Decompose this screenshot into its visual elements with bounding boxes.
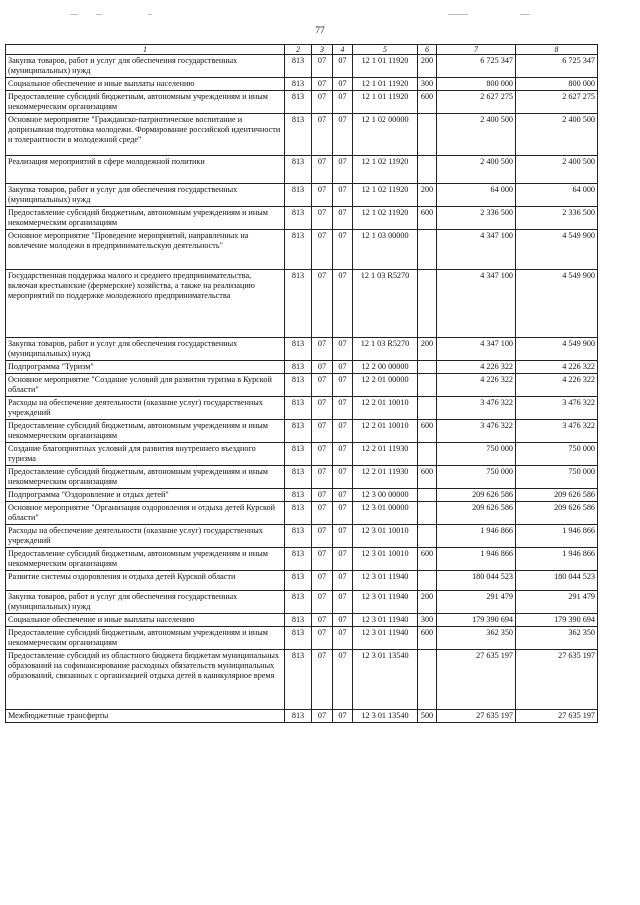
- table-row: [6, 466, 598, 489]
- row-value-cell: 179 390 694: [437, 614, 516, 627]
- row-value-cell: 12 1 01 11920: [353, 55, 418, 78]
- row-value-cell: 2 400 500: [516, 114, 598, 156]
- row-name-cell: Предоставление субсидий бюджетным, автономным учреждениям и иным некоммерческим организациям: [6, 548, 285, 571]
- row-name-cell: Предоставление субсидий бюджетным, автономным учреждениям и иным некоммерческим организациям: [6, 420, 285, 443]
- row-value-cell: 07: [312, 710, 333, 723]
- row-value-cell: 4 347 100: [437, 338, 516, 361]
- row-name-cell: Создание благоприятных условий для развития внутреннего въездного туризма: [6, 443, 285, 466]
- header-cell: 6: [418, 45, 437, 55]
- row-name-cell: Закупка товаров, работ и услуг для обеспечения государственных (муниципальных) нужд: [6, 338, 285, 361]
- scan-artifact: [96, 14, 102, 15]
- row-name-cell: Закупка товаров, работ и услуг для обеспечения государственных (муниципальных) нужд: [6, 55, 285, 78]
- row-value-cell: [418, 270, 437, 338]
- row-value-cell: 12 3 01 00000: [353, 502, 418, 525]
- row-name-cell: Основное мероприятие "Проведение мероприятий, направленных на вовлечение молодежи в предпринимательскую деятельность": [6, 230, 285, 270]
- row-value-cell: 12 2 01 10010: [353, 420, 418, 443]
- row-value-cell: 07: [312, 338, 333, 361]
- row-value-cell: 200: [418, 591, 437, 614]
- row-value-cell: 07: [333, 571, 353, 591]
- row-value-cell: 4 226 322: [437, 361, 516, 374]
- row-value-cell: 4 549 900: [516, 270, 598, 338]
- row-value-cell: 27 635 197: [437, 710, 516, 723]
- row-value-cell: 27 635 197: [437, 650, 516, 710]
- table-row: [6, 502, 598, 525]
- row-name-cell: Закупка товаров, работ и услуг для обеспечения государственных (муниципальных) нужд: [6, 184, 285, 207]
- row-value-cell: 600: [418, 91, 437, 114]
- row-name-cell: Предоставление субсидий бюджетным, автономным учреждениям и иным некоммерческим организациям: [6, 627, 285, 650]
- table-row: [6, 397, 598, 420]
- row-value-cell: 813: [285, 443, 312, 466]
- row-value-cell: 07: [312, 443, 333, 466]
- header-cell: 7: [437, 45, 516, 55]
- row-value-cell: 180 044 523: [437, 571, 516, 591]
- row-value-cell: 200: [418, 184, 437, 207]
- table-row: [6, 710, 598, 723]
- row-value-cell: 64 000: [437, 184, 516, 207]
- row-value-cell: 07: [312, 114, 333, 156]
- row-value-cell: 750 000: [516, 466, 598, 489]
- row-value-cell: 12 2 01 10010: [353, 397, 418, 420]
- row-value-cell: 07: [312, 55, 333, 78]
- row-value-cell: 2 400 500: [437, 156, 516, 184]
- row-value-cell: 27 635 197: [516, 650, 598, 710]
- table-row: [6, 525, 598, 548]
- row-value-cell: 813: [285, 650, 312, 710]
- table-row: [6, 374, 598, 397]
- row-value-cell: 07: [333, 270, 353, 338]
- row-value-cell: 813: [285, 420, 312, 443]
- row-value-cell: 12 2 01 11930: [353, 466, 418, 489]
- row-value-cell: 07: [312, 525, 333, 548]
- row-name-cell: Реализация мероприятий в сфере молодежной политики: [6, 156, 285, 184]
- row-value-cell: 07: [333, 466, 353, 489]
- table-row: [6, 361, 598, 374]
- row-value-cell: 07: [312, 420, 333, 443]
- row-value-cell: 07: [312, 591, 333, 614]
- row-value-cell: 4 549 900: [516, 338, 598, 361]
- row-value-cell: 07: [312, 230, 333, 270]
- table-row: [6, 114, 598, 156]
- row-value-cell: 813: [285, 571, 312, 591]
- row-value-cell: 500: [418, 710, 437, 723]
- row-value-cell: 07: [312, 207, 333, 230]
- table-row: [6, 184, 598, 207]
- row-value-cell: 4 347 100: [437, 230, 516, 270]
- row-value-cell: 291 479: [437, 591, 516, 614]
- row-value-cell: 209 626 586: [516, 489, 598, 502]
- row-value-cell: 800 000: [437, 78, 516, 91]
- row-value-cell: 07: [333, 397, 353, 420]
- table-body: [6, 55, 598, 723]
- table-row: [6, 548, 598, 571]
- table-row: [6, 614, 598, 627]
- row-value-cell: [418, 650, 437, 710]
- row-value-cell: 2 400 500: [437, 114, 516, 156]
- row-value-cell: 07: [333, 420, 353, 443]
- row-value-cell: 07: [312, 184, 333, 207]
- row-value-cell: 64 000: [516, 184, 598, 207]
- row-value-cell: 12 3 01 11940: [353, 627, 418, 650]
- row-value-cell: 07: [312, 571, 333, 591]
- row-value-cell: [418, 489, 437, 502]
- row-value-cell: 07: [333, 443, 353, 466]
- row-value-cell: 200: [418, 55, 437, 78]
- row-value-cell: 07: [333, 710, 353, 723]
- row-value-cell: 07: [312, 270, 333, 338]
- row-name-cell: Государственная поддержка малого и среднего предпринимательства, включая крестьянские (фермерские) хозяйства, а также на реализацию мероприятий по поддержке молодежного предпринимательства: [6, 270, 285, 338]
- row-value-cell: 07: [312, 78, 333, 91]
- row-value-cell: 813: [285, 489, 312, 502]
- row-value-cell: 12 1 02 11920: [353, 156, 418, 184]
- row-name-cell: Предоставление субсидий из областного бюджета бюджетам муниципальных образований на софинансирование расходных обязательств муниципальных образований, связанных с организацией отдыха детей в каникулярное время: [6, 650, 285, 710]
- row-value-cell: 600: [418, 627, 437, 650]
- table-row: [6, 230, 598, 270]
- table-row: [6, 156, 598, 184]
- row-value-cell: 07: [333, 591, 353, 614]
- row-value-cell: 07: [333, 156, 353, 184]
- row-name-cell: Предоставление субсидий бюджетным, автономным учреждениям и иным некоммерческим организациям: [6, 466, 285, 489]
- row-value-cell: 800 000: [516, 78, 598, 91]
- row-value-cell: 12 1 03 00000: [353, 230, 418, 270]
- table-row: [6, 338, 598, 361]
- scan-artifact: [70, 14, 78, 15]
- row-value-cell: 12 3 01 10010: [353, 525, 418, 548]
- row-value-cell: 813: [285, 230, 312, 270]
- row-value-cell: 07: [333, 502, 353, 525]
- row-value-cell: 813: [285, 466, 312, 489]
- row-value-cell: 07: [312, 374, 333, 397]
- row-value-cell: 813: [285, 502, 312, 525]
- row-name-cell: Социальное обеспечение и иные выплаты населению: [6, 614, 285, 627]
- row-value-cell: 12 2 00 00000: [353, 361, 418, 374]
- row-value-cell: [418, 230, 437, 270]
- row-value-cell: 12 3 01 11940: [353, 571, 418, 591]
- row-value-cell: 813: [285, 207, 312, 230]
- row-value-cell: [418, 502, 437, 525]
- row-value-cell: 2 627 275: [437, 91, 516, 114]
- row-name-cell: Основное мероприятие "Организация оздоровления и отдыха детей Курской области": [6, 502, 285, 525]
- row-value-cell: 07: [312, 502, 333, 525]
- header-cell: 3: [312, 45, 333, 55]
- row-value-cell: 813: [285, 338, 312, 361]
- row-value-cell: 07: [312, 91, 333, 114]
- row-value-cell: 4 549 900: [516, 230, 598, 270]
- row-value-cell: 12 1 01 11920: [353, 91, 418, 114]
- page-number: 77: [315, 26, 325, 36]
- row-value-cell: [418, 571, 437, 591]
- row-name-cell: Основное мероприятие "Гражданско-патриотическое воспитание и допризывная подготовка молодежи. Формирование российской идентичности и толерантности в молодежной среде": [6, 114, 285, 156]
- row-value-cell: 291 479: [516, 591, 598, 614]
- row-value-cell: 813: [285, 710, 312, 723]
- row-value-cell: 813: [285, 184, 312, 207]
- table-row: [6, 443, 598, 466]
- row-value-cell: 2 336 500: [437, 207, 516, 230]
- row-value-cell: [418, 374, 437, 397]
- row-value-cell: [418, 443, 437, 466]
- row-value-cell: 07: [333, 374, 353, 397]
- row-value-cell: 12 3 01 13540: [353, 650, 418, 710]
- row-value-cell: 07: [312, 156, 333, 184]
- row-value-cell: 750 000: [437, 466, 516, 489]
- row-value-cell: 813: [285, 114, 312, 156]
- row-value-cell: 07: [312, 650, 333, 710]
- table-header-row: [6, 45, 598, 55]
- row-value-cell: 209 626 586: [516, 502, 598, 525]
- scan-artifact: [148, 14, 152, 15]
- row-value-cell: 813: [285, 548, 312, 571]
- table-row: [6, 591, 598, 614]
- row-value-cell: 07: [333, 207, 353, 230]
- row-value-cell: 200: [418, 338, 437, 361]
- row-value-cell: 12 1 02 11920: [353, 184, 418, 207]
- row-value-cell: 813: [285, 591, 312, 614]
- row-value-cell: 07: [312, 627, 333, 650]
- row-value-cell: 07: [333, 91, 353, 114]
- row-value-cell: 362 350: [516, 627, 598, 650]
- row-value-cell: 600: [418, 207, 437, 230]
- row-value-cell: 813: [285, 361, 312, 374]
- table-row: [6, 650, 598, 710]
- row-value-cell: 4 347 100: [437, 270, 516, 338]
- row-value-cell: [418, 114, 437, 156]
- header-cell: 1: [6, 45, 285, 55]
- row-value-cell: 12 1 02 00000: [353, 114, 418, 156]
- row-value-cell: 07: [333, 489, 353, 502]
- row-name-cell: Расходы на обеспечение деятельности (оказание услуг) государственных учреждений: [6, 525, 285, 548]
- row-value-cell: 3 476 322: [437, 397, 516, 420]
- row-value-cell: 180 044 523: [516, 571, 598, 591]
- row-value-cell: 4 226 322: [437, 374, 516, 397]
- header-cell: 5: [353, 45, 418, 55]
- table-row: [6, 78, 598, 91]
- budget-table: [5, 44, 598, 723]
- table-row: [6, 91, 598, 114]
- row-value-cell: 813: [285, 397, 312, 420]
- row-value-cell: 07: [333, 650, 353, 710]
- row-value-cell: 6 725 347: [516, 55, 598, 78]
- row-value-cell: 07: [333, 114, 353, 156]
- table-row: [6, 55, 598, 78]
- row-value-cell: 179 390 694: [516, 614, 598, 627]
- row-name-cell: Закупка товаров, работ и услуг для обеспечения государственных (муниципальных) нужд: [6, 591, 285, 614]
- row-value-cell: 600: [418, 548, 437, 571]
- row-value-cell: 813: [285, 614, 312, 627]
- row-value-cell: 362 350: [437, 627, 516, 650]
- row-value-cell: 12 3 01 10010: [353, 548, 418, 571]
- row-value-cell: 07: [312, 489, 333, 502]
- row-name-cell: Подпрограмма "Оздоровление и отдых детей": [6, 489, 285, 502]
- row-value-cell: 07: [312, 466, 333, 489]
- row-value-cell: 12 1 03 R5270: [353, 270, 418, 338]
- row-value-cell: 813: [285, 627, 312, 650]
- row-value-cell: 813: [285, 525, 312, 548]
- row-value-cell: 3 476 322: [516, 420, 598, 443]
- row-name-cell: Социальное обеспечение и иные выплаты населению: [6, 78, 285, 91]
- header-cell: 2: [285, 45, 312, 55]
- row-value-cell: [418, 525, 437, 548]
- scan-artifact: [448, 14, 468, 15]
- row-value-cell: 07: [312, 361, 333, 374]
- row-value-cell: 2 627 275: [516, 91, 598, 114]
- row-value-cell: 1 946 866: [437, 548, 516, 571]
- row-value-cell: 1 946 866: [437, 525, 516, 548]
- row-value-cell: 813: [285, 156, 312, 184]
- row-value-cell: 27 635 197: [516, 710, 598, 723]
- row-value-cell: 07: [333, 338, 353, 361]
- row-value-cell: 3 476 322: [437, 420, 516, 443]
- row-name-cell: Межбюджетные трансферты: [6, 710, 285, 723]
- table-row: [6, 489, 598, 502]
- row-value-cell: 209 626 586: [437, 489, 516, 502]
- table-row: [6, 207, 598, 230]
- row-name-cell: Основное мероприятие "Создание условий для развития туризма в Курской области": [6, 374, 285, 397]
- row-value-cell: 300: [418, 78, 437, 91]
- row-value-cell: 4 226 322: [516, 374, 598, 397]
- row-name-cell: Подпрограмма "Туризм": [6, 361, 285, 374]
- row-value-cell: 2 400 500: [516, 156, 598, 184]
- header-cell: 8: [516, 45, 598, 55]
- row-value-cell: 209 626 586: [437, 502, 516, 525]
- row-value-cell: [418, 397, 437, 420]
- row-value-cell: 12 2 01 11930: [353, 443, 418, 466]
- row-value-cell: 07: [312, 548, 333, 571]
- row-value-cell: 07: [333, 55, 353, 78]
- row-value-cell: 07: [333, 361, 353, 374]
- row-name-cell: Предоставление субсидий бюджетным, автономным учреждениям и иным некоммерческим организациям: [6, 91, 285, 114]
- row-value-cell: 07: [333, 184, 353, 207]
- row-value-cell: 1 946 866: [516, 548, 598, 571]
- row-value-cell: 750 000: [516, 443, 598, 466]
- row-value-cell: 1 946 866: [516, 525, 598, 548]
- row-value-cell: 12 3 01 11940: [353, 591, 418, 614]
- row-value-cell: 12 1 03 R5270: [353, 338, 418, 361]
- row-value-cell: 12 1 01 11920: [353, 78, 418, 91]
- row-value-cell: 12 3 01 13540: [353, 710, 418, 723]
- row-value-cell: 12 1 02 11920: [353, 207, 418, 230]
- row-value-cell: 813: [285, 55, 312, 78]
- row-value-cell: 07: [333, 548, 353, 571]
- row-value-cell: 600: [418, 466, 437, 489]
- row-value-cell: 12 3 01 11940: [353, 614, 418, 627]
- row-value-cell: [418, 361, 437, 374]
- row-value-cell: 07: [333, 78, 353, 91]
- row-value-cell: 813: [285, 78, 312, 91]
- row-value-cell: 4 226 322: [516, 361, 598, 374]
- row-name-cell: Расходы на обеспечение деятельности (оказание услуг) государственных учреждений: [6, 397, 285, 420]
- row-value-cell: [418, 156, 437, 184]
- row-value-cell: 6 725 347: [437, 55, 516, 78]
- table-row: [6, 627, 598, 650]
- table-row: [6, 571, 598, 591]
- row-name-cell: Предоставление субсидий бюджетным, автономным учреждениям и иным некоммерческим организациям: [6, 207, 285, 230]
- row-value-cell: 813: [285, 91, 312, 114]
- row-value-cell: 2 336 500: [516, 207, 598, 230]
- row-value-cell: 3 476 322: [516, 397, 598, 420]
- row-value-cell: 750 000: [437, 443, 516, 466]
- row-value-cell: 07: [312, 614, 333, 627]
- row-value-cell: 07: [333, 230, 353, 270]
- row-value-cell: 07: [333, 525, 353, 548]
- table-row: [6, 270, 598, 338]
- row-value-cell: 12 2 01 00000: [353, 374, 418, 397]
- row-value-cell: 600: [418, 420, 437, 443]
- row-value-cell: 07: [333, 614, 353, 627]
- scan-artifact: [520, 14, 530, 15]
- row-value-cell: 813: [285, 374, 312, 397]
- header-cell: 4: [333, 45, 353, 55]
- row-value-cell: 300: [418, 614, 437, 627]
- row-value-cell: 07: [312, 397, 333, 420]
- row-value-cell: 813: [285, 270, 312, 338]
- row-value-cell: 12 3 00 00000: [353, 489, 418, 502]
- row-name-cell: Развитие системы оздоровления и отдыха детей Курской области: [6, 571, 285, 591]
- table-row: [6, 420, 598, 443]
- row-value-cell: 07: [333, 627, 353, 650]
